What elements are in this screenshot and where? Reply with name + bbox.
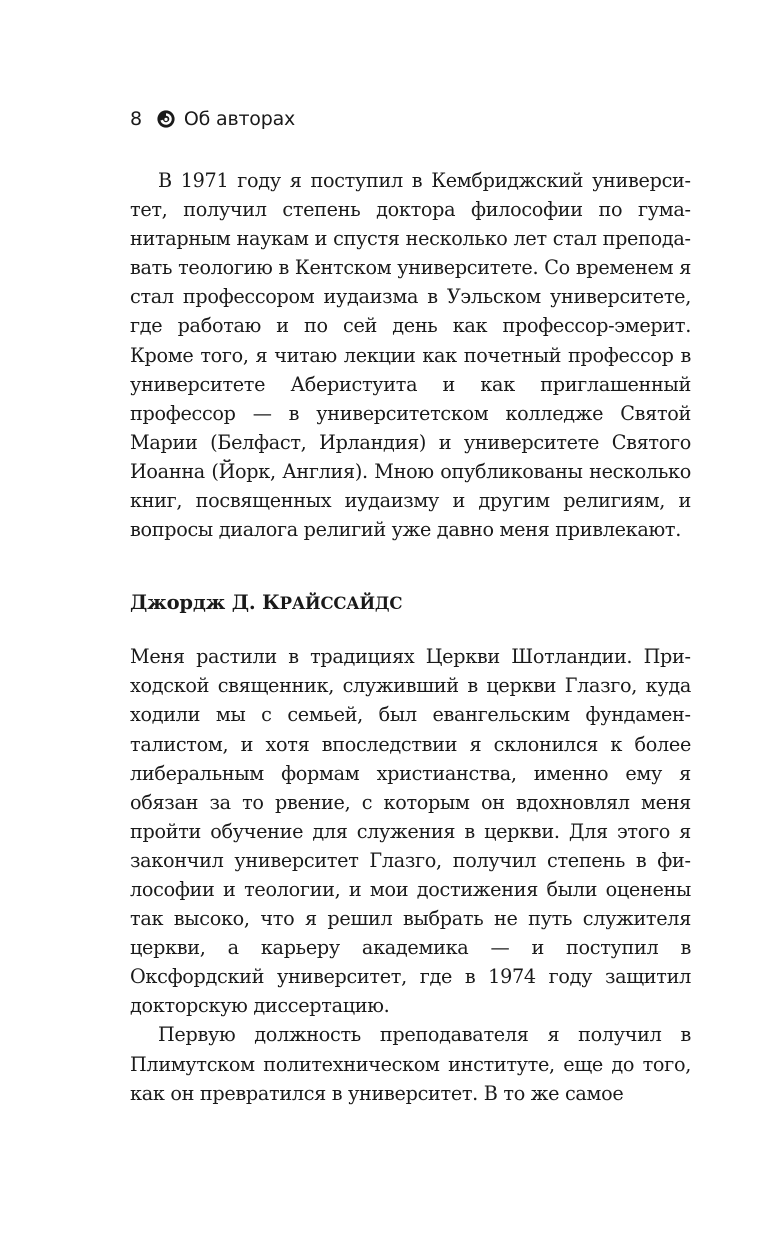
paragraph-career: Первую должность преподавателя я получил в Плимутском политехническом институте, еще до того, как он превратился в университет. В то же самое xyxy=(130,1023,691,1105)
section-title: Об авторах xyxy=(183,108,296,130)
spiral-ornament-icon xyxy=(156,109,176,129)
page-body xyxy=(130,166,691,1108)
running-header xyxy=(130,108,295,130)
author-heading xyxy=(130,588,691,618)
author-heading-first: Джордж Д. К xyxy=(130,591,280,615)
author-heading-smallcaps: РАЙССАЙДС xyxy=(279,594,403,614)
paragraph-intro: В 1971 году я поступил в Кембриджский университет, получил степень доктора философии по гуманитарным наукам и спустя несколько лет стал преподавать теологию в Кентском университете. Со временем я стал профессором иудаизма в Уэльском университете, где работаю и по сей день как профессор-эмерит. Кроме того, я читаю лекции как почетный профессор в университете Аберистуита и как приглашенный профессор — в университетском колледже Святой Марии (Белфаст, Ирландия) и университете Святого Иоанна (Йорк, Англия). Мною опубликованы несколько книг, посвященных иудаизму и другим религиям, и вопросы диалога религий уже давно меня привлекают. xyxy=(130,169,691,542)
paragraph-bio: Меня растили в традициях Церкви Шотландии. Приходской священник, служивший в церкви Глазго, куда ходили мы с семьей, был евангельским фундаменталистом, и хотя впоследствии я склонился к более либеральным формам христианства, именно ему я обязан за то рвение, с которым он вдохновлял меня пройти обучение для служения в церкви. Для этого я закончил университет Глазго, получил степень в философии и теологии, и мои достижения были оценены так высоко, что я решил выбрать не путь служителя церкви, а карьеру академика — и поступил в Оксфордский университет, где в 1974 году защитил докторскую диссертацию. xyxy=(130,645,691,1018)
page-number: 8 xyxy=(130,108,142,130)
